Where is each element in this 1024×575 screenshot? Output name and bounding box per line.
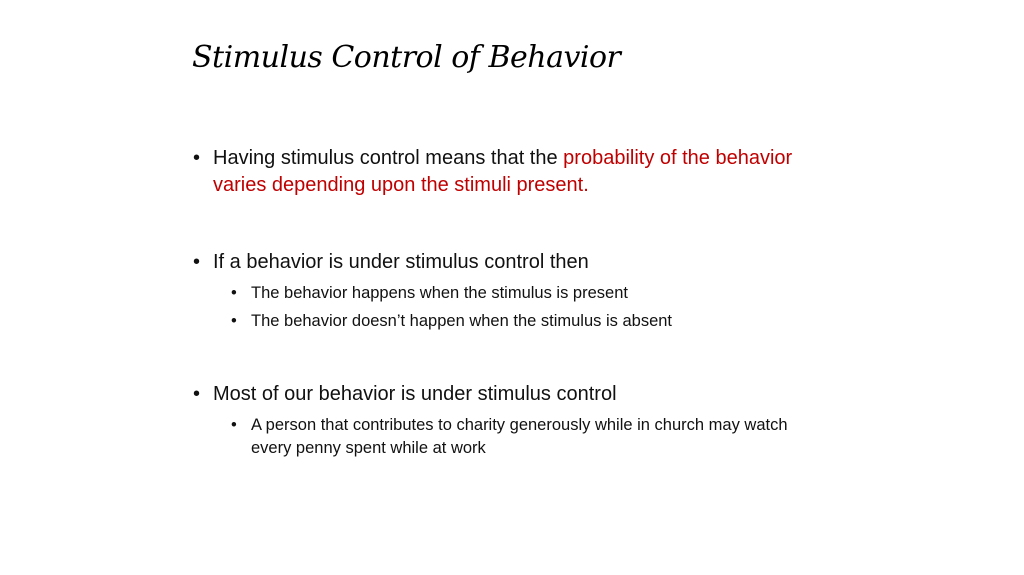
bullet-text-plain: Having stimulus control means that the	[213, 147, 564, 169]
bullet-dot: •	[193, 147, 201, 169]
bullet-text	[213, 145, 833, 199]
sub-bullet-text: The behavior doesn’t happen when the stimulus is absent	[251, 312, 673, 330]
sub-bullet-text: The behavior happens when the stimulus is present	[251, 284, 628, 302]
sub-bullet-dot: •	[231, 312, 237, 330]
bullet-text: If a behavior is under stimulus control then	[213, 251, 589, 273]
sub-bullet-dot: •	[231, 416, 237, 434]
sub-bullet-dot: •	[231, 284, 237, 302]
sub-bullet-text: A person that contributes to charity generously while in church may watch every penny spent while at work	[251, 416, 788, 457]
slide-title: Stimulus Control of Behavior	[192, 40, 621, 75]
bullet-dot: •	[193, 383, 201, 405]
bullet-dot: •	[193, 251, 201, 273]
bullet-text: Most of our behavior is under stimulus control	[213, 383, 617, 405]
bullet-text-highlight: probability of the behavior varies depending upon the stimuli present.	[213, 147, 793, 196]
